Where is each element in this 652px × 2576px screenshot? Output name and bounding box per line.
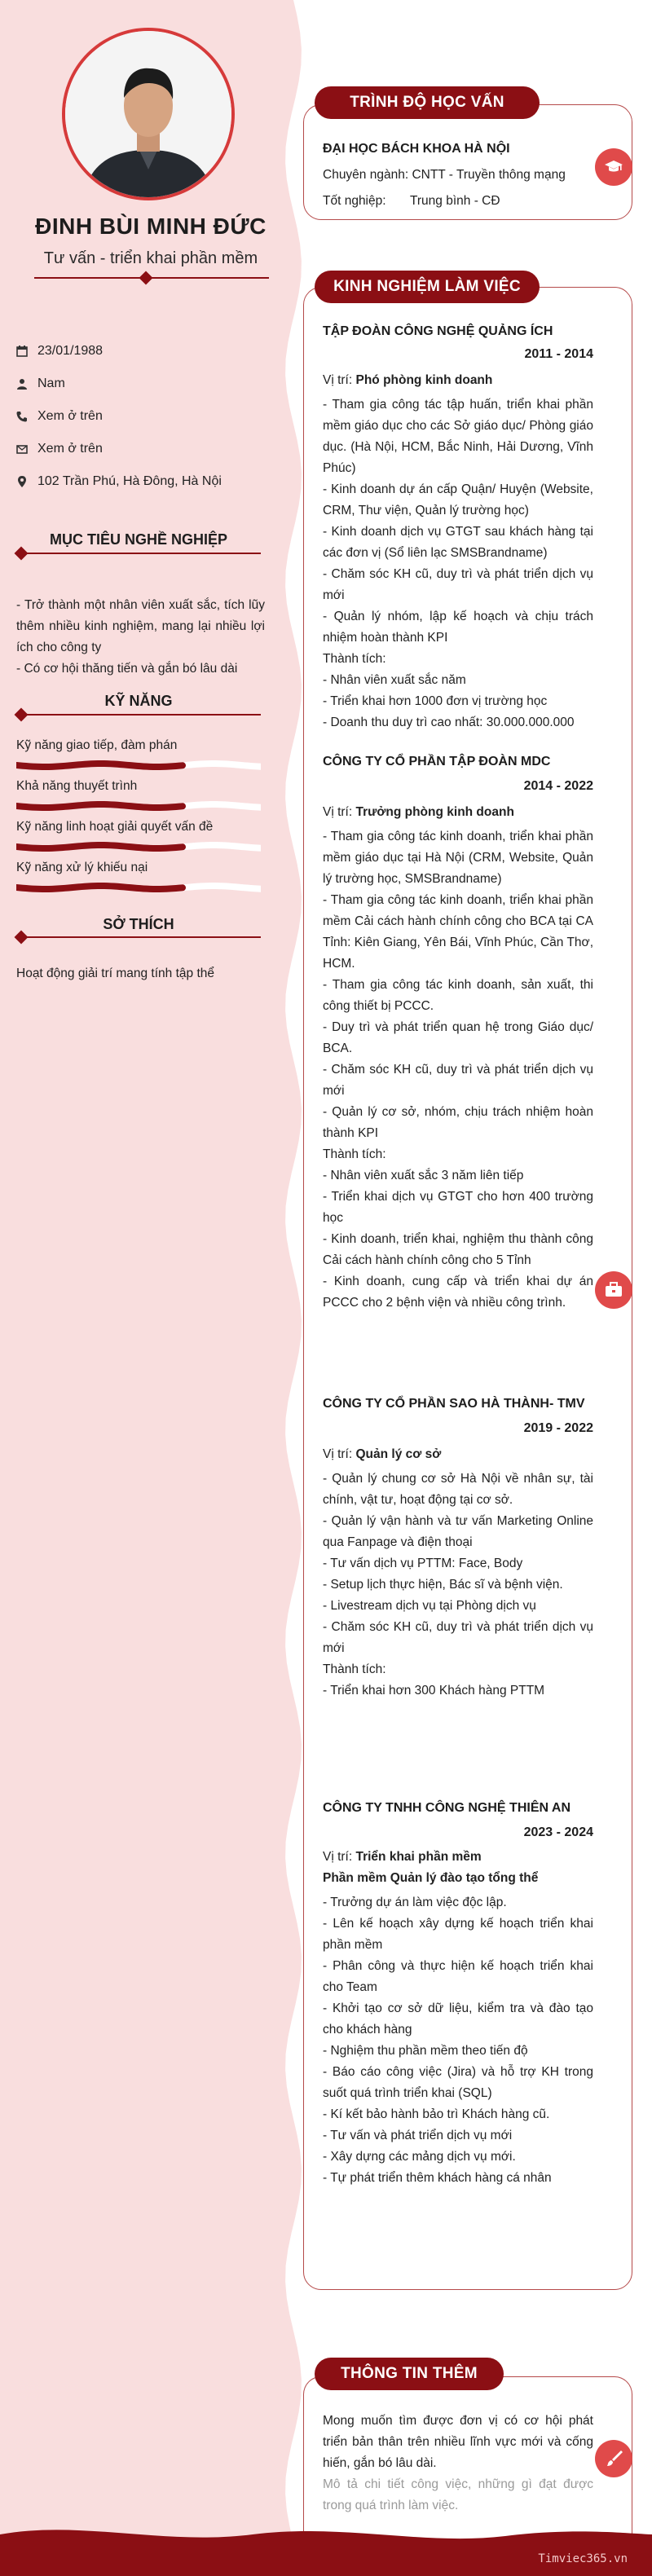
extra-heading: THÔNG TIN THÊM — [315, 2358, 504, 2390]
location-pin-icon — [16, 476, 28, 487]
skills-heading: KỸ NĂNG — [104, 693, 173, 709]
job-position: Vị trí: Quản lý cơ sở — [323, 1447, 442, 1461]
brush-icon — [604, 2449, 623, 2468]
job-years: 2019 - 2022 — [523, 1421, 593, 1435]
avatar — [62, 28, 235, 200]
graduation-cap-icon — [604, 157, 623, 177]
gender-row — [16, 376, 65, 391]
objective-line: - Trở thành một nhân viên xuất sắc, tích lũy thêm nhiều kinh nghiệm, mang lại nhiều lợi ích cho công ty — [16, 598, 265, 654]
hobbies-rule — [20, 936, 261, 938]
skill-bar — [16, 800, 261, 812]
objective-line: - Có cơ hội thăng tiến và gắn bó lâu dài — [16, 662, 238, 676]
job-description: - Tham gia công tác kinh doanh, triển khai phần mềm giáo dục tại Hà Nội (CRM, Website, Quản lý trường học, SMSBrandname) - Tham gia công tác kinh doanh, triển khai phần mềm Cải cách hành chính công cho BCA tại CA Tỉnh: Kiên Giang, Yên Bái, Vĩnh Phúc, Cần Thơ, HCM. - Tham gia công tác kinh doanh, sản xuất, thi công thiết bị PCCC. - Duy trì và phát triển quan hệ trong Giáo dục/ BCA. - Chăm sóc KH cũ, duy trì và phát triển dịch vụ mới - Quản lý cơ sở, nhóm, chịu trách nhiệm hoàn thành KPI Thành tích: - Nhân viên xuất sắc 3 năm liên tiếp - Triển khai dịch vụ GTGT cho hơn 400 trường học - Kinh doanh, triển khai, nghiệm thu thành công Cải cách hành chính công cho 5 Tỉnh - Kinh doanh, cung cấp và triển khai dự án PCCC cho 2 bệnh viện và nhiều công trình. — [323, 830, 593, 1310]
skill-bar-fill — [16, 845, 183, 848]
skill-bar-track — [183, 845, 261, 848]
extra-icon — [595, 2440, 632, 2477]
email-row — [16, 442, 103, 456]
job-years: 2014 - 2022 — [523, 779, 593, 793]
phone-icon — [16, 411, 28, 422]
job-company: TẬP ĐOÀN CÔNG NGHỆ QUẢNG ÍCH — [323, 324, 553, 338]
education-icon — [595, 148, 632, 186]
objective-heading: MỤC TIÊU NGHỀ NGHIỆP — [49, 531, 227, 548]
job-description: - Trưởng dự án làm việc độc lập. - Lên kế hoạch xây dựng kế hoạch triển khai phần mềm - Phân công và thực hiện kế hoạch triển khai cho Team - Khởi tạo cơ sở dữ liệu, kiểm tra và đào tạo cho khách hàng - Nghiệm thu phần mềm theo tiến độ - Báo cáo công việc (Jira) và hỗ trợ KH trong suốt quá trình triển khai (SQL) - Kí kết bảo hành bảo trì Khách hàng cũ. - Tư vấn và phát triển dịch vụ mới - Xây dựng các mảng dịch vụ mới. - Tự phát triển thêm khách hàng cá nhân — [323, 1896, 593, 2185]
birthday-row — [16, 344, 103, 359]
skill-bar-fill — [16, 764, 183, 767]
email-value: Xem ở trên — [37, 442, 103, 456]
candidate-name: ĐINH BÙI MINH ĐỨC — [35, 214, 267, 239]
skill-label: Kỹ năng linh hoạt giải quyết vấn đề — [16, 820, 214, 834]
gender-value: Nam — [37, 376, 65, 390]
skill-label: Kỹ năng xử lý khiếu nại — [16, 861, 148, 874]
skill-bar — [16, 882, 261, 893]
job-subtitle: Phần mềm Quản lý đào tạo tổng thể — [323, 1871, 539, 1885]
hobbies-text: Hoạt động giải trí mang tính tập thể — [16, 967, 214, 980]
job-company: CÔNG TY CỔ PHẦN TẬP ĐOÀN MDC — [323, 755, 551, 768]
phone-value: Xem ở trên — [37, 409, 103, 423]
education-major: Chuyên ngành: CNTT - Truyền thông mạng — [323, 168, 566, 182]
briefcase-icon — [604, 1280, 623, 1300]
experience-heading: KINH NGHIỆM LÀM VIỆC — [315, 271, 540, 303]
job-years: 2011 - 2014 — [524, 347, 593, 361]
job-years: 2023 - 2024 — [523, 1825, 593, 1839]
objective-text — [16, 595, 265, 680]
job-company: CÔNG TY TNHH CÔNG NGHỆ THIÊN AN — [323, 1801, 571, 1815]
envelope-icon — [16, 443, 28, 455]
experience-icon — [595, 1271, 632, 1309]
skill-bar-track — [183, 804, 261, 808]
address-value: 102 Trần Phú, Hà Đông, Hà Nội — [37, 474, 222, 488]
job-company: CÔNG TY CỔ PHẦN SAO HÀ THÀNH- TMV — [323, 1397, 585, 1411]
skill-label: Kỹ năng giao tiếp, đàm phán — [16, 738, 178, 752]
skill-bar-fill — [16, 804, 183, 808]
education-grade-label: Tốt nghiệp: — [323, 194, 386, 208]
skill-bar — [16, 760, 261, 771]
job-position: Vị trí: Trưởng phòng kinh doanh — [323, 805, 514, 819]
job-position: Vị trí: Triển khai phần mềm — [323, 1850, 482, 1864]
birthday-value: 23/01/1988 — [37, 344, 104, 358]
skill-label: Khả năng thuyết trình — [16, 779, 138, 793]
watermark: Timviec365.vn — [538, 2552, 628, 2565]
skills-rule — [20, 714, 261, 716]
job-description: - Tham gia công tác tập huấn, triển khai phần mềm giáo dục cho các Sở giáo dục/ Phòng giáo dục. (Hà Nội, HCM, Bắc Ninh, Hải Dương, Vĩnh Phúc) - Kinh doanh dự án cấp Quận/ Huyện (Website, CRM, Thư viện, Quản lý trường học) - Kinh doanh dịch vụ GTGT sau khách hàng tại các đơn vị (Sổ liên lạc SMSBrandname) - Chăm sóc KH cũ, duy trì và phát triển dịch vụ mới - Quản lý nhóm, lập kế hoạch và chịu trách nhiệm hoàn thành KPI Thành tích: - Nhân viên xuất sắc năm - Triển khai hơn 1000 đơn vị trường học - Doanh thu duy trì cao nhất: 30.000.000.000 — [323, 398, 593, 729]
objective-rule — [20, 553, 261, 554]
user-icon — [16, 378, 28, 390]
hobbies-heading: SỞ THÍCH — [103, 916, 174, 932]
skill-bar-track — [183, 764, 261, 767]
job-description: - Quản lý chung cơ sở Hà Nội về nhân sự, tài chính, vật tư, hoạt động tại cơ sở. - Quản lý vận hành và tư vấn Marketing Online qua Fanpage và điện thoại - Tư vấn dịch vụ PTTM: Face, Body - Setup lịch thực hiện, Bác sĩ và bệnh viện. - Livestream dịch vụ tại Phòng dịch vụ - Chăm sóc KH cũ, duy trì và phát triển dịch vụ mới Thành tích: - Triển khai hơn 300 Khách hàng PTTM — [323, 1472, 593, 1698]
skill-bar — [16, 841, 261, 852]
footer-wave — [0, 2518, 652, 2576]
calendar-icon — [16, 346, 28, 357]
candidate-role: Tư vấn - triển khai phần mềm — [43, 249, 258, 267]
education-grade-value: Trung bình - CĐ — [410, 194, 500, 208]
education-school: ĐẠI HỌC BÁCH KHOA HÀ NỘI — [323, 142, 510, 156]
skill-bar-track — [183, 886, 261, 889]
address-row — [16, 474, 222, 489]
job-position: Vị trí: Phó phòng kinh doanh — [323, 373, 493, 387]
extra-placeholder[interactable]: Mô tả chi tiết công việc, những gì đạt được trong quá trình làm việc. — [323, 2477, 593, 2512]
education-heading: TRÌNH ĐỘ HỌC VẤN — [315, 86, 540, 119]
phone-row — [16, 409, 103, 424]
skill-bar-fill — [16, 886, 183, 889]
extra-text: Mong muốn tìm được đơn vị có cơ hội phát triển bản thân trên nhiều lĩnh vực mới và cống hiến, gắn bó lâu dài. — [323, 2414, 593, 2470]
